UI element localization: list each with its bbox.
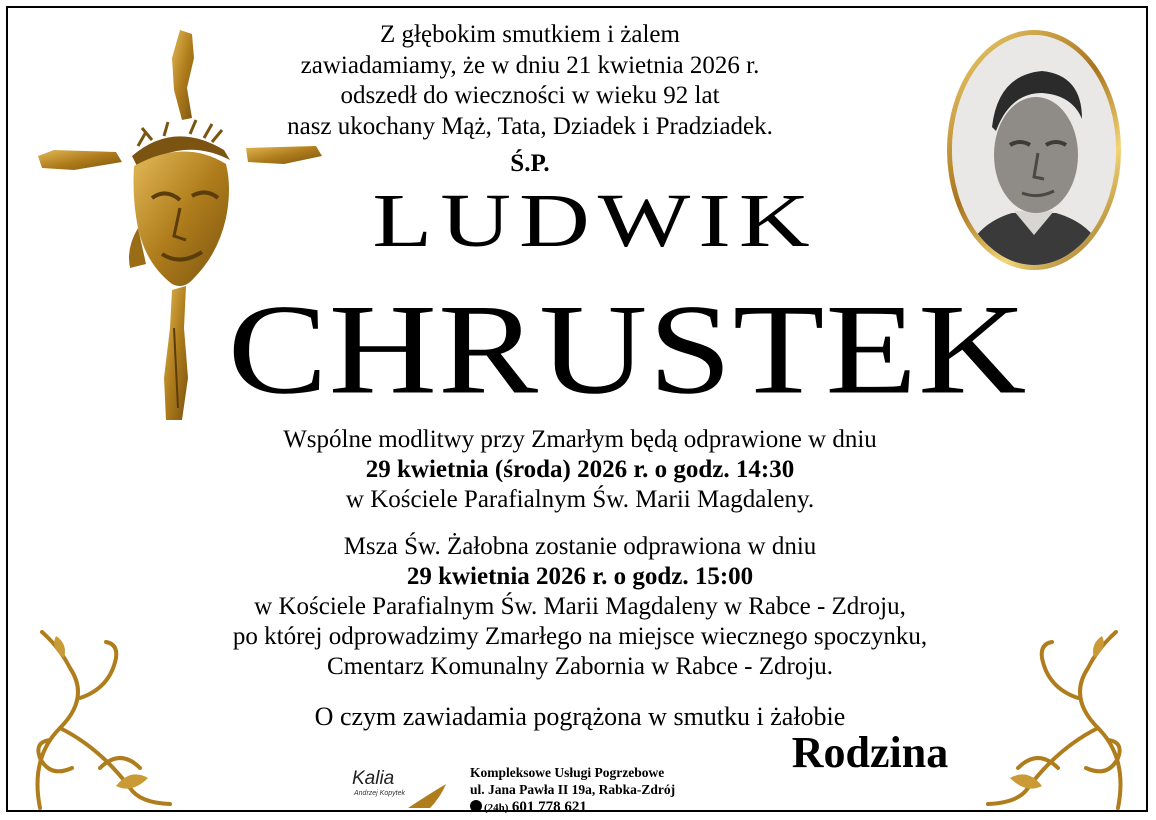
mass-date-time: 29 kwietnia 2026 r. o godz. 15:00 bbox=[406, 563, 754, 590]
intro-line: nasz ukochany Mąż, Tata, Dziadek i Pradziadek. bbox=[287, 112, 773, 140]
intro-text bbox=[230, 20, 830, 142]
funeral-home-phone-line bbox=[470, 798, 675, 817]
mass-line: Cmentarz Komunalny Zabornia w Rabce - Zdroju. bbox=[326, 653, 834, 680]
phone-icon bbox=[470, 800, 482, 812]
signature: Rodzina bbox=[791, 728, 949, 777]
intro-line: zawiadamiamy, że w dniu 21 kwietnia 2026 r. bbox=[300, 51, 760, 79]
phone-hours: (24h) bbox=[484, 802, 509, 814]
phone-number: 601 778 621 bbox=[511, 799, 587, 815]
mass-line: w Kościele Parafialnym Św. Marii Magdaleny w Rabce - Zdroju, bbox=[254, 593, 906, 620]
funeral-home-address: ul. Jana Pawła II 19a, Rabka-Zdrój bbox=[470, 782, 676, 797]
portrait-photo bbox=[947, 30, 1121, 270]
portrait-silhouette bbox=[952, 35, 1116, 265]
prayer-line: Wspólne modlitwy przy Zmarłym będą odprawione w dniu bbox=[283, 426, 877, 453]
funeral-home-info bbox=[470, 764, 675, 817]
mass-line: Msza Św. Żałobna zostanie odprawiona w dniu bbox=[343, 533, 817, 560]
portrait-inner bbox=[952, 35, 1116, 265]
mass-line: po której odprowadzimy Zmarłego na miejsce wiecznego spoczynku, bbox=[232, 623, 928, 650]
surname: CHRUSTEK bbox=[227, 278, 1028, 421]
funeral-home-logo bbox=[346, 766, 456, 812]
corner-flourish-icon bbox=[978, 618, 1138, 813]
intro-line: Z głębokim smutkiem i żalem bbox=[380, 21, 680, 48]
prayer-section bbox=[230, 425, 930, 515]
prayer-place: w Kościele Parafialnym Św. Marii Magdaleny. bbox=[345, 486, 815, 513]
logo-swoosh-icon bbox=[406, 782, 450, 810]
funeral-home-service: Kompleksowe Usługi Pogrzebowe bbox=[470, 765, 665, 780]
closing-line: O czym zawiadamia pogrążona w smutku i żałobie bbox=[314, 702, 846, 731]
corner-flourish-icon bbox=[20, 618, 180, 813]
logo-name: Kalia bbox=[352, 768, 395, 789]
prefix-sp: Ś.P. bbox=[510, 150, 550, 177]
prayer-date-time: 29 kwietnia (środa) 2026 r. o godz. 14:30 bbox=[365, 456, 795, 483]
logo-subtitle: Andrzej Kopytek bbox=[354, 790, 405, 797]
intro-line: odszedł do wieczności w wieku 92 lat bbox=[340, 82, 720, 109]
mass-section bbox=[180, 532, 980, 682]
first-name: LUDWIK bbox=[372, 178, 818, 264]
